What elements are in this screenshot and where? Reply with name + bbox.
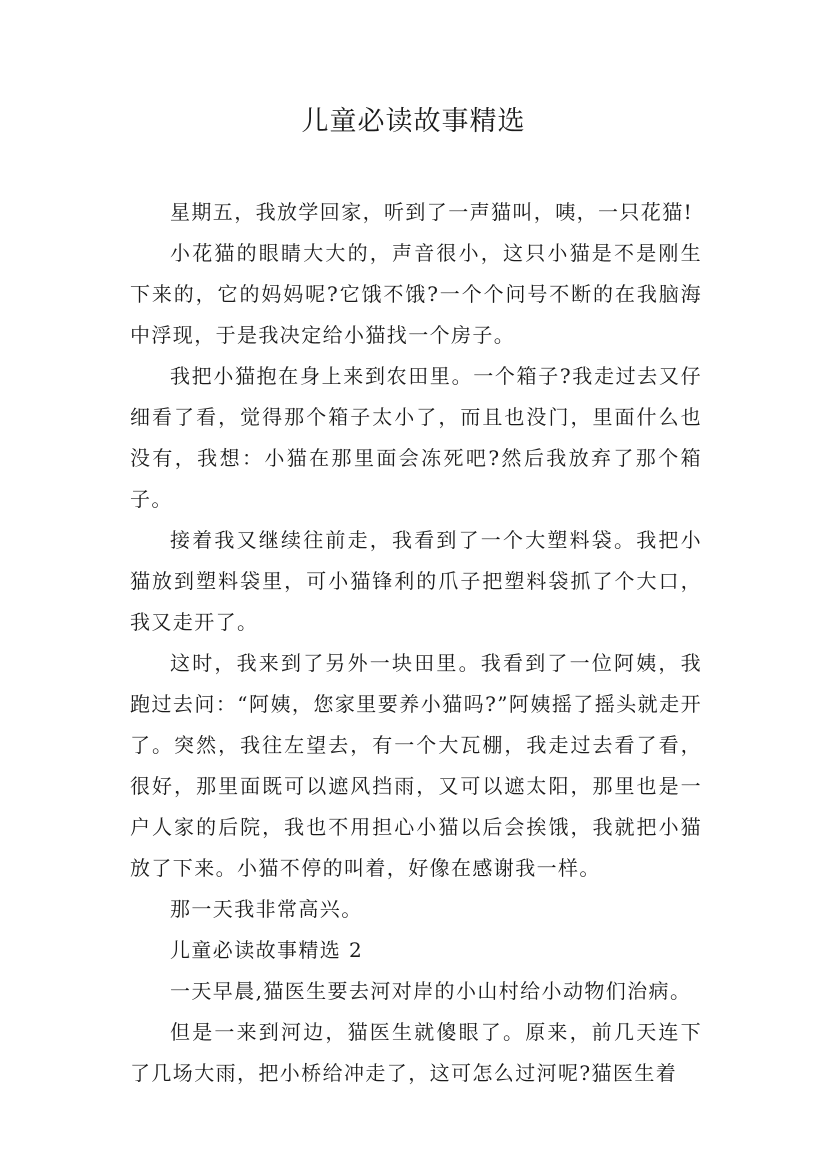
- document-title: 儿童必读故事精选: [301, 106, 526, 137]
- paragraph-7: 一天早晨,猫医生要去河对岸的小山村给小动物们治病。: [170, 979, 692, 1003]
- paragraph-3: 我把小猫抱在身上来到农田里。一个箱子?我走过去又仔细看了看，觉得那个箱子太小了，而且也没门，里面什么也没有，我想：小猫在那里面会冻死吧?然后我放弃了那个箱子。: [130, 364, 702, 511]
- paragraph-6: 那一天我非常高兴。: [170, 897, 363, 921]
- paragraph-8: 但是一来到河边，猫医生就傻眼了。原来，前几天连下了几场大雨，把小桥给冲走了，这可怎么过河呢?猫医生着: [130, 1020, 702, 1085]
- paragraph-1: 星期五，我放学回家，听到了一声猫叫，咦，一只花猫!: [170, 200, 694, 224]
- document-body: [130, 192, 702, 1094]
- section-heading-2: 儿童必读故事精选 2: [170, 938, 364, 962]
- paragraph-4: 接着我又继续往前走，我看到了一个大塑料袋。我把小猫放到塑料袋里，可小猫锋利的爪子把塑料袋抓了个大口，我又走开了。: [130, 528, 702, 634]
- paragraph-5: 这时，我来到了另外一块田里。我看到了一位阿姨，我跑过去问：“阿姨，您家里要养小猫吗?”阿姨摇了摇头就走开了。突然，我往左望去，有一个大瓦棚，我走过去看了看，很好，那里面既可以遮风挡雨，又可以遮太阳，那里也是一户人家的后院，我也不用担心小猫以后会挨饿，我就把小猫放了下来。小猫不停的叫着，好像在感谢我一样。: [130, 651, 702, 880]
- paragraph-2: 小花猫的眼睛大大的，声音很小，这只小猫是不是刚生下来的，它的妈妈呢?它饿不饿?一个个问号不断的在我脑海中浮现，于是我决定给小猫找一个房子。: [130, 241, 702, 347]
